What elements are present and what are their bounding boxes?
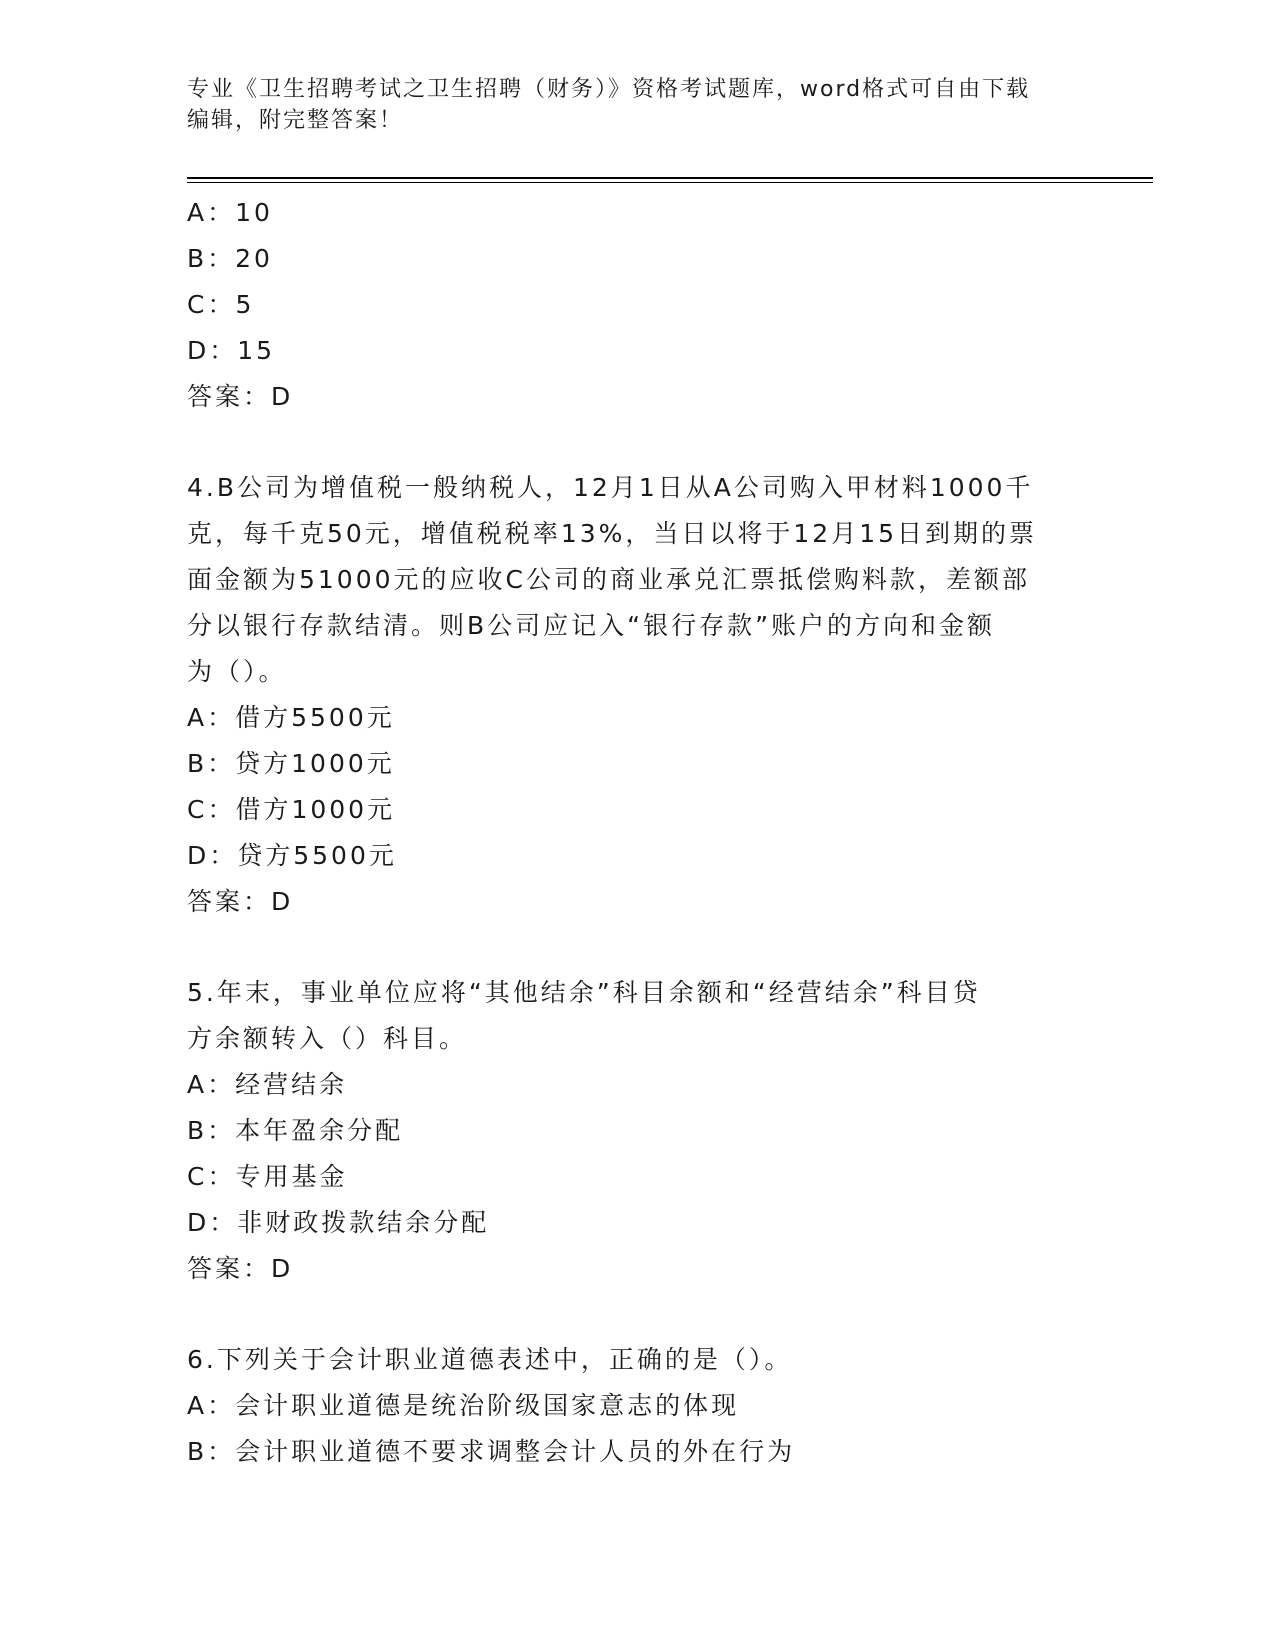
option-c: C：5 — [187, 290, 255, 319]
option-c: C：专用基金 — [187, 1162, 348, 1191]
option-a: A：经营结余 — [187, 1070, 348, 1099]
option-a: A：借方5500元 — [187, 703, 395, 732]
question-stem-line: 为（）。 — [187, 657, 287, 686]
question-4 — [187, 465, 1067, 925]
question-5 — [187, 970, 1067, 1292]
header-divider-thin — [187, 182, 1153, 183]
option-b: B：贷方1000元 — [187, 749, 395, 778]
question-stem-line: 分以银行存款结清。则B公司应记入“银行存款”账户的方向和金额 — [187, 611, 996, 640]
option-b: B：会计职业道德不要求调整会计人员的外在行为 — [187, 1437, 796, 1466]
option-d: D：15 — [187, 336, 276, 365]
header-divider-thick — [187, 177, 1153, 179]
question-stem-line: 面金额为51000元的应收C公司的商业承兑汇票抵偿购料款，差额部 — [187, 565, 1030, 594]
document-header — [187, 74, 1087, 136]
question-list — [187, 190, 1067, 1475]
option-b: B：本年盈余分配 — [187, 1116, 404, 1145]
option-b: B：20 — [187, 244, 273, 273]
spacer — [187, 1292, 1067, 1337]
answer-line: 答案：D — [187, 382, 294, 411]
option-d: D：贷方5500元 — [187, 841, 397, 870]
answer-line: 答案：D — [187, 887, 294, 916]
option-a: A：10 — [187, 198, 273, 227]
question-stem-line: 6.下列关于会计职业道德表述中，正确的是（）。 — [187, 1345, 793, 1374]
question-3 — [187, 190, 1067, 420]
spacer — [187, 925, 1067, 970]
answer-line: 答案：D — [187, 1254, 294, 1283]
header-title-line-2: 编辑，附完整答案！ — [187, 108, 404, 133]
option-d: D：非财政拨款结余分配 — [187, 1208, 490, 1237]
header-title-line-1: 专业《卫生招聘考试之卫生招聘（财务）》资格考试题库，word格式可自由下载 — [187, 77, 1031, 102]
spacer — [187, 420, 1067, 465]
question-6 — [187, 1337, 1067, 1475]
question-stem-line: 4.B公司为增值税一般纳税人，12月1日从A公司购入甲材料1000千 — [187, 473, 1034, 502]
option-c: C：借方1000元 — [187, 795, 396, 824]
question-stem-line: 方余额转入（）科目。 — [187, 1024, 468, 1053]
question-stem-line: 5.年末，事业单位应将“其他结余”科目余额和“经营结余”科目贷 — [187, 978, 981, 1007]
option-a: A：会计职业道德是统治阶级国家意志的体现 — [187, 1391, 740, 1420]
question-stem-line: 克，每千克50元，增值税税率13%，当日以将于12月15日到期的票 — [187, 519, 1038, 548]
